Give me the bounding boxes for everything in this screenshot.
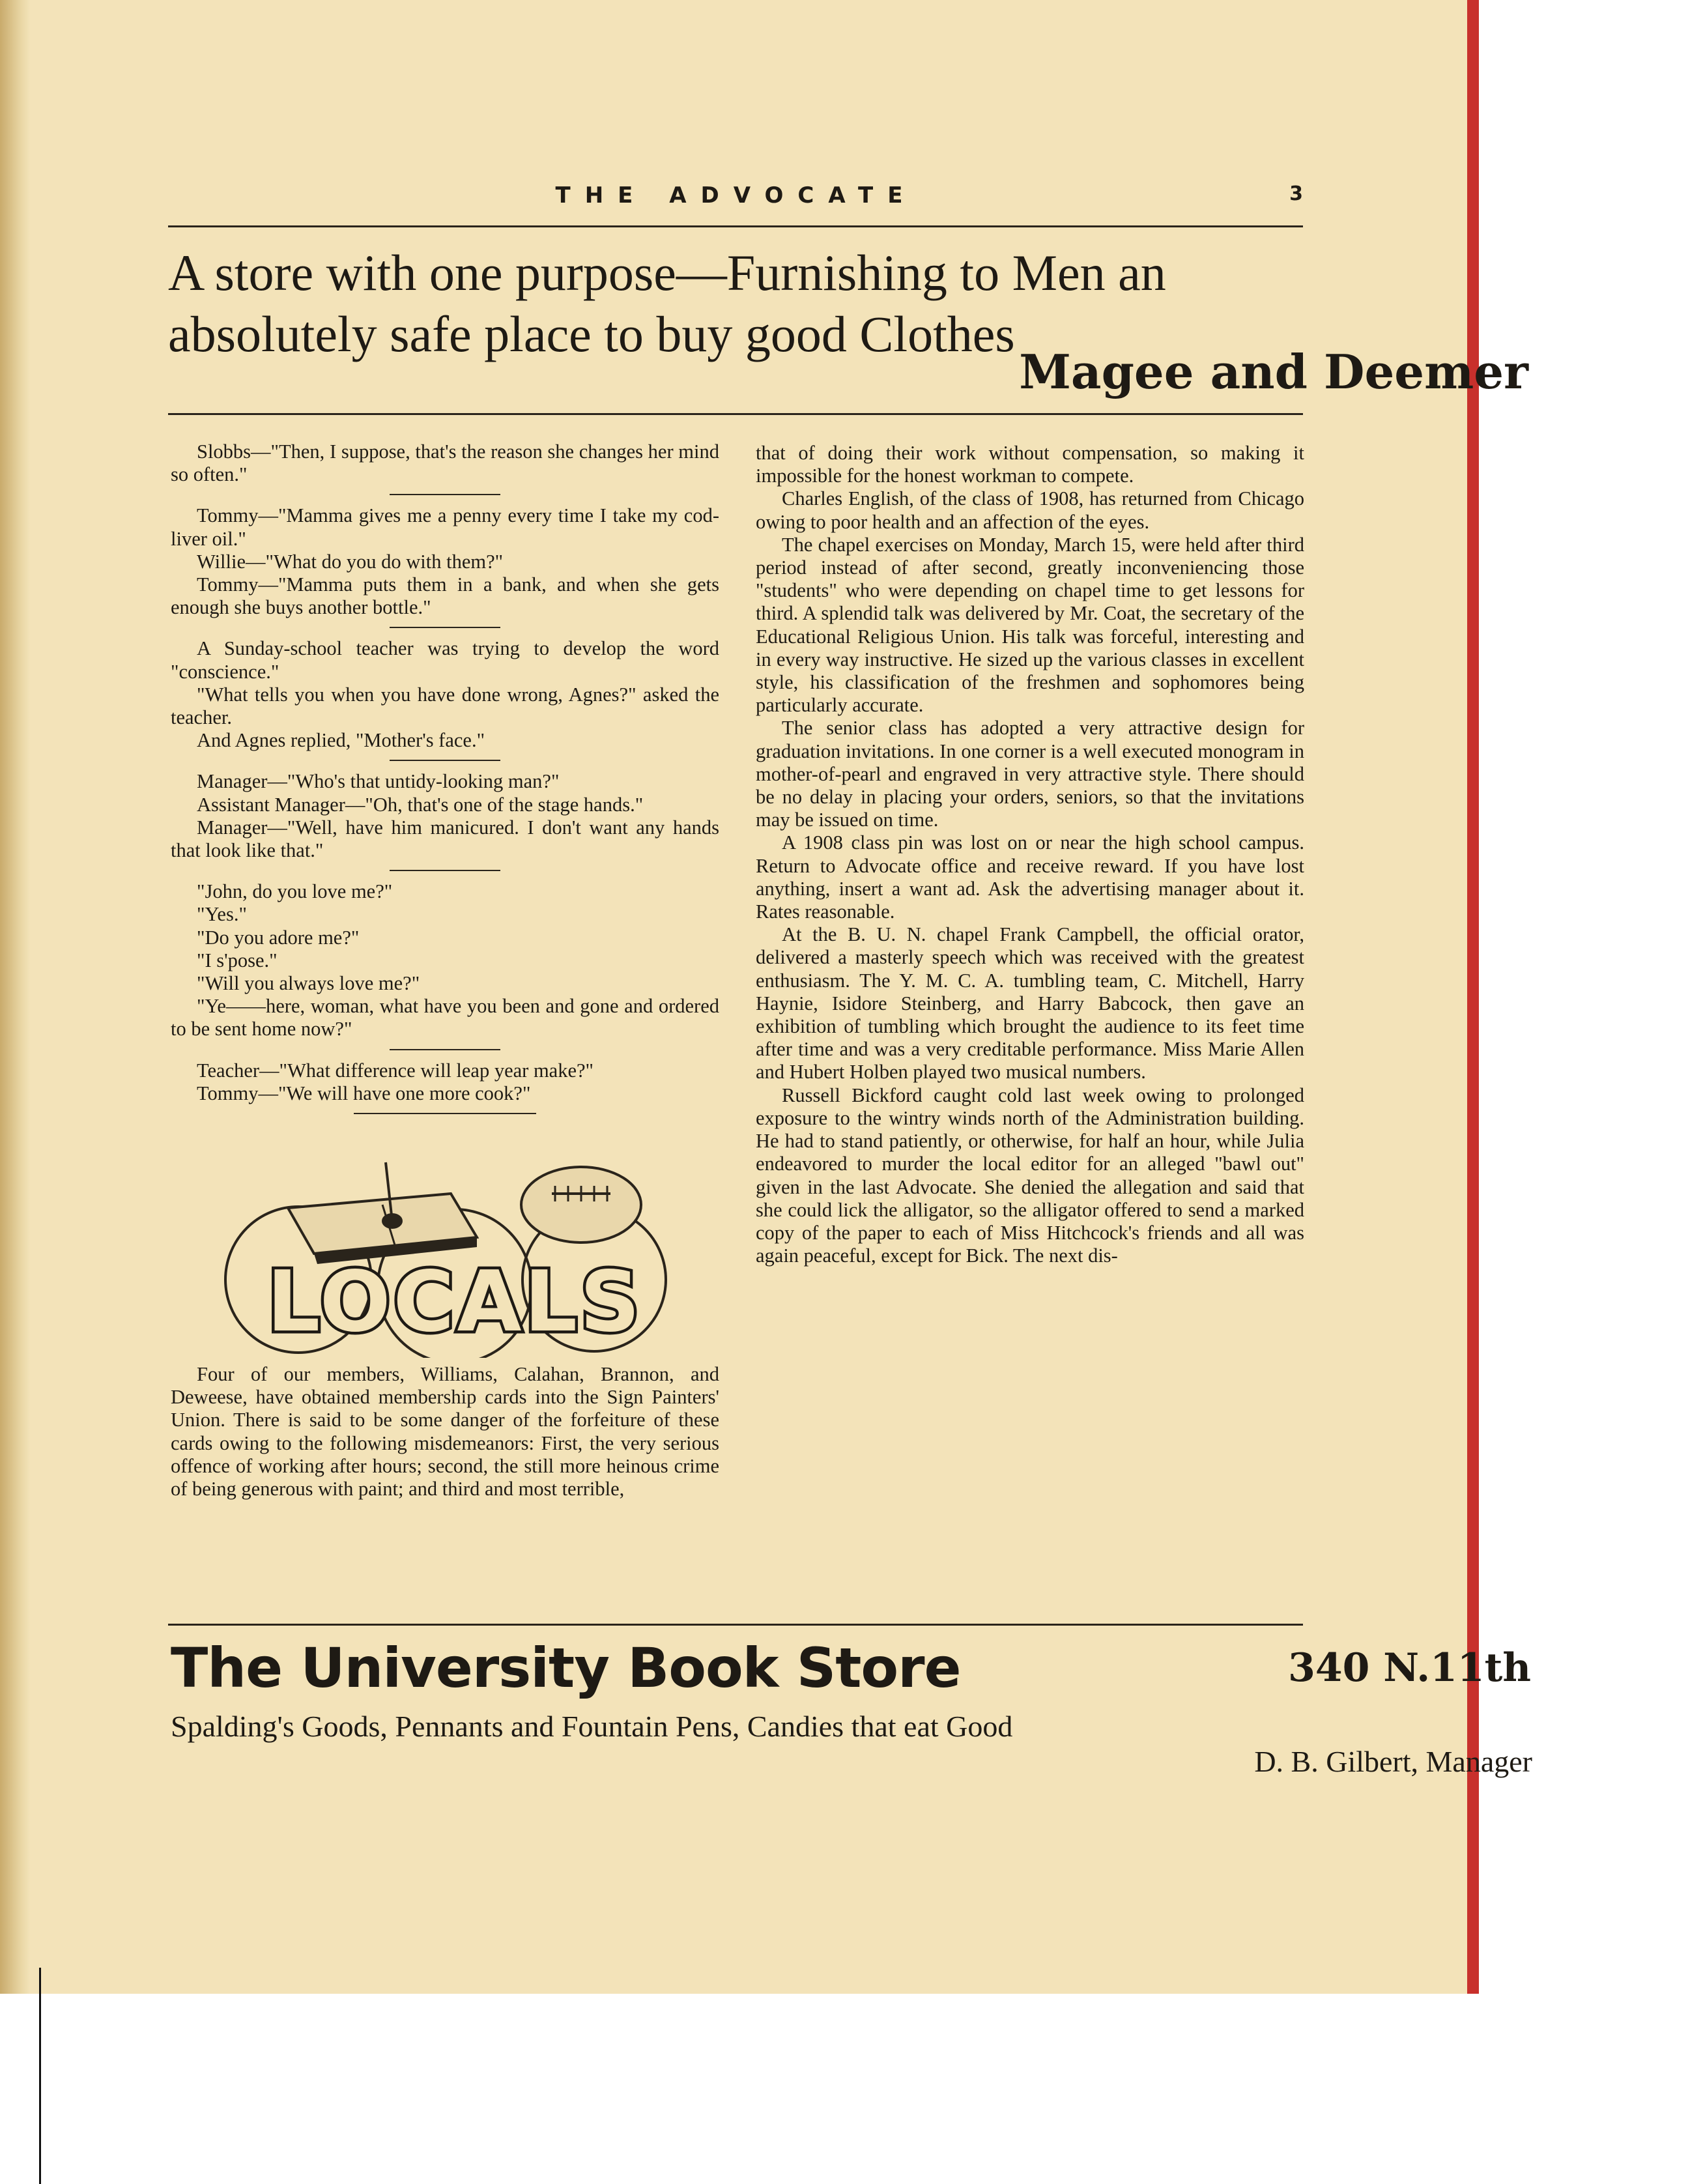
left-column — [171, 440, 719, 1501]
bookstore-manager: D. B. Gilbert, Manager — [1254, 1745, 1532, 1778]
scan-edge-line — [39, 1968, 41, 2184]
joke-line: "John, do you love me?" — [197, 880, 393, 903]
right-column — [756, 442, 1304, 1267]
joke-line: "I s'pose." — [197, 949, 278, 971]
news-paragraph: Russell Bickford caught cold last week owing to prolonged exposure to the wintry winds north of the Administration building. He had to stand patiently, or otherwise, for half an hour, while Julia endeavored to murder the local editor for an alleged "bawl out" given in the last Advocate. She denied the allegation and said that she could lick the alligator, so the alligator offered to send a marked copy of the paper to each of Miss Hitchcock's friends and all was again peaceful, except for Bick. The next dis- — [756, 1084, 1304, 1267]
joke-line: "What tells you when you have done wrong, Agnes?" asked the teacher. — [171, 683, 719, 729]
page-number: 3 — [1289, 182, 1303, 205]
joke-line: Manager—"Who's that untidy-looking man?" — [197, 770, 560, 793]
joke-line: "Ye——here, woman, what have you been and gone and ordered to be sent home now?" — [171, 995, 719, 1041]
news-paragraph: The chapel exercises on Monday, March 15, were held after third period instead of after second, greatly inconveniencing those "students" who were depending on chapel time to get lessons for third. A splendid talk was delivered by Mr. Coat, the secretary of the Educational Religious Union. His talk was forceful, interesting and in every way instructive. He sized up the various classes in excellent style, his classification of the freshmen and sophomores being particularly accurate. — [756, 533, 1304, 717]
bookstore-goods: Spalding's Goods, Pennants and Fountain Pens, Candies that eat Good — [171, 1710, 1013, 1743]
top-advertisement-headline: A store with one purpose—Furnishing to Men an absolutely safe place to buy good Clothes — [168, 244, 1166, 362]
joke-line: A Sunday-school teacher was trying to develop the word "conscience." — [171, 637, 719, 683]
running-title: THE ADVOCATE — [555, 182, 917, 208]
bottom-ad-rule — [168, 1624, 1303, 1626]
joke-line: "Yes." — [197, 903, 247, 926]
jokes-end-separator — [354, 1113, 536, 1114]
locals-title: LOCALS — [266, 1254, 643, 1351]
joke-separator — [390, 494, 500, 495]
joke-line: Tommy—"We will have one more cook?" — [197, 1082, 531, 1104]
joke-line: Tommy—"Mamma gives me a penny every time I take my cod-liver oil." — [171, 504, 719, 550]
joke-separator — [390, 870, 500, 871]
football-icon — [521, 1167, 641, 1243]
joke-line: Tommy—"Mamma puts them in a bank, and when she gets enough she buys another bottle." — [171, 573, 719, 619]
joke-line: Slobbs—"Then, I suppose, that's the reason she changes her mind so often." — [171, 440, 719, 486]
bookstore-name: The University Book Store — [171, 1636, 961, 1700]
joke-separator — [390, 760, 500, 761]
news-paragraph: The senior class has adopted a very attractive design for graduation invitations. In one corner is a well executed monogram in mother-of-pearl and engraved in very attractive style. There should be no delay in placing your orders, seniors, so that the invitations may be issued on time. — [756, 717, 1304, 831]
joke-line: Willie—"What do you do with them?" — [197, 550, 504, 573]
joke-line: Manager—"Well, have him manicured. I don't want any hands that look like that." — [171, 816, 719, 862]
locals-news-items — [756, 442, 1304, 1267]
header-rule — [168, 225, 1303, 227]
joke-line: Teacher—"What difference will leap year make?" — [197, 1059, 594, 1082]
top-advertisement-signature: Magee and Deemer — [1019, 344, 1528, 399]
locals-banner — [171, 1123, 719, 1358]
news-paragraph: A 1908 class pin was lost on or near the high school campus. Return to Advocate office and receive reward. If you have lost anything, insert a want ad. Ask the advertising manager about it. Rates reasonable. — [756, 831, 1304, 923]
joke-line: "Do you adore me?" — [197, 926, 360, 949]
joke-separator — [390, 627, 500, 628]
page-binding-shadow — [0, 0, 30, 1994]
news-paragraph: that of doing their work without compensation, so making it impossible for the honest workman to compete. — [756, 442, 1304, 487]
running-header — [169, 182, 1303, 215]
jokes-section — [171, 440, 719, 1114]
joke-line: "Will you always love me?" — [197, 972, 420, 995]
joke-line: And Agnes replied, "Mother's face." — [197, 729, 485, 752]
news-paragraph: At the B. U. N. chapel Frank Campbell, the official orator, delivered a masterly speech which was received with the greatest enthusiasm. The Y. M. C. A. tumbling team, C. Mitchell, Harry Haynie, Isidore Steinberg, and Harry Babcock, then gave an exhibition of tumbling which brought the audience to its feet time after time and was a very creditable performance. Miss Marie Allen and Hubert Holben played two musical numbers. — [756, 923, 1304, 1084]
joke-separator — [390, 1049, 500, 1050]
locals-paragraph: Four of our members, Williams, Calahan, Brannon, and Deweese, have obtained membership cards into the Sign Painters' Union. There is said to be some danger of the forfeiture of these cards owing to the following misdemeanors: First, the very serious offence of working after hours; second, the still more heinous crime of being generous with paint; and third and most terrible, — [171, 1363, 719, 1501]
top-ad-rule — [168, 413, 1303, 415]
news-paragraph: Charles English, of the class of 1908, has returned from Chicago owing to poor health and an affection of the eyes. — [756, 487, 1304, 533]
bookstore-address: 340 N.11th — [1288, 1645, 1531, 1691]
joke-line: Assistant Manager—"Oh, that's one of the stage hands." — [197, 793, 644, 816]
locals-illustration — [171, 1123, 719, 1358]
